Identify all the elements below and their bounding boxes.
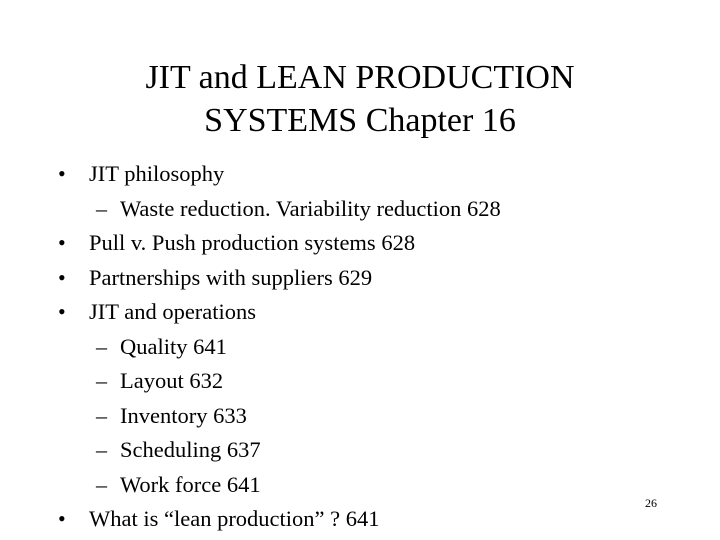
dash-marker: – bbox=[96, 437, 107, 462]
bullet-marker: • bbox=[58, 265, 66, 290]
list-item: Scheduling 637 bbox=[120, 437, 261, 462]
bullet-marker: • bbox=[58, 299, 66, 324]
dash-marker: – bbox=[96, 472, 107, 497]
title-line-2: SYSTEMS Chapter 16 bbox=[204, 102, 516, 139]
slide-title bbox=[0, 56, 720, 142]
dash-marker: – bbox=[96, 403, 107, 428]
page-number: 26 bbox=[645, 496, 657, 510]
list-item: Pull v. Push production systems 628 bbox=[89, 230, 416, 255]
title-line-1: JIT and LEAN PRODUCTION bbox=[145, 59, 575, 96]
list-item: What is “lean production” ? 641 bbox=[89, 506, 380, 531]
bullet-marker: • bbox=[58, 230, 66, 255]
dash-marker: – bbox=[96, 196, 107, 221]
list-item: JIT and operations bbox=[89, 299, 257, 324]
list-item: Inventory 633 bbox=[120, 403, 247, 428]
bullet-marker: • bbox=[58, 161, 66, 186]
dash-marker: – bbox=[96, 368, 107, 393]
list-item: Quality 641 bbox=[120, 334, 227, 359]
list-item: Work force 641 bbox=[120, 472, 261, 497]
list-item: Layout 632 bbox=[120, 368, 224, 393]
dash-marker: – bbox=[96, 334, 107, 359]
list-item: JIT philosophy bbox=[89, 161, 225, 186]
list-item: Partnerships with suppliers 629 bbox=[89, 265, 373, 290]
bullet-marker: • bbox=[58, 506, 66, 531]
list-item: Waste reduction. Variability reduction 628 bbox=[120, 196, 501, 221]
